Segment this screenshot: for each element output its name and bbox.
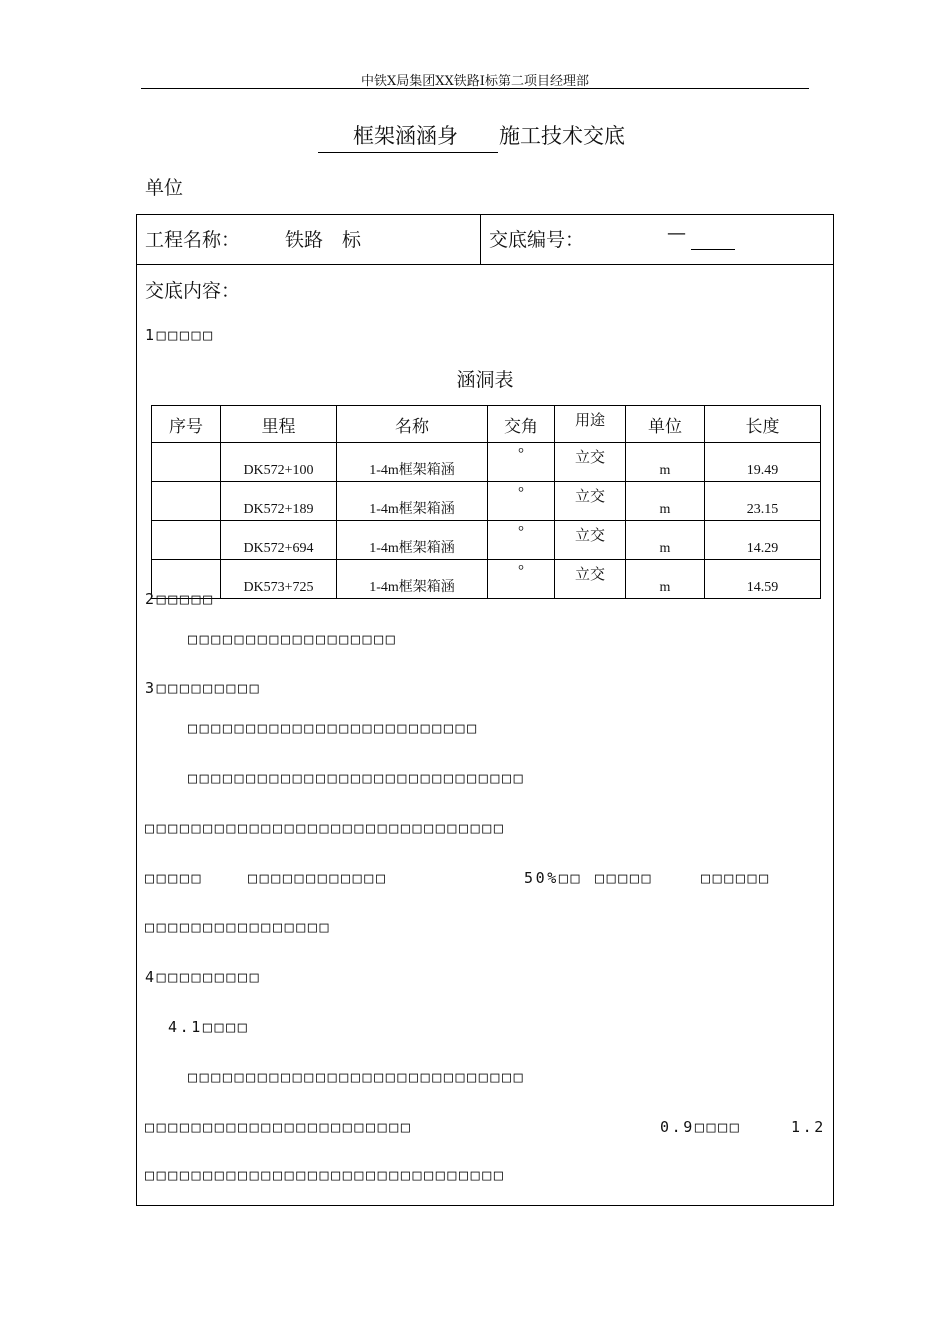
main-frame [136, 214, 834, 1206]
info-col-divider [480, 214, 481, 264]
section-4-para-2a: □□□□□□□□□□□□□□□□□□□□□□□ [145, 1118, 413, 1136]
project-name-label: 工程名称： [145, 229, 241, 251]
section-4-para-3: □□□□□□□□□□□□□□□□□□□□□□□□□□□□□□□ [145, 1166, 506, 1184]
cell-use: 立交 [555, 560, 626, 599]
cell-name: 1-4m框架箱涵 [337, 443, 488, 482]
cell-name: 1-4m框架箱涵 [337, 521, 488, 560]
section-3-para-4e: □□□□□□ [701, 869, 771, 887]
col-header-unit: 单位 [626, 406, 705, 443]
section-4-para-2c: 1.2 [791, 1118, 826, 1136]
table-header-row [152, 406, 821, 443]
unit-label: 单位 [145, 177, 184, 199]
section-3-para-4c: 50%□□ [524, 869, 583, 887]
cell-length: 19.49 [705, 443, 821, 482]
cell-no [152, 521, 221, 560]
section-4-para-1: □□□□□□□□□□□□□□□□□□□□□□□□□□□□□ [188, 1068, 526, 1086]
section-3-para-4b: □□□□□□□□□□□□ [248, 869, 388, 887]
cell-angle: ° [488, 443, 555, 482]
cell-angle: ° [488, 482, 555, 521]
code-underline [691, 249, 735, 250]
cell-mileage: DK572+189 [221, 482, 337, 521]
table-row [152, 560, 821, 599]
cell-length: 14.59 [705, 560, 821, 599]
col-header-name: 名称 [337, 406, 488, 443]
section-3-para-4a: □□□□□ [145, 869, 204, 887]
section-3-para-5: □□□□□□□□□□□□□□□□ [145, 918, 332, 936]
section-3-heading: 3□□□□□□□□□ [145, 679, 262, 697]
cell-length: 14.29 [705, 521, 821, 560]
project-name-value: 铁路 标 [285, 229, 362, 251]
code-label: 交底编号： [489, 229, 585, 251]
col-header-mileage: 里程 [221, 406, 337, 443]
cell-use: 立交 [555, 482, 626, 521]
cell-mileage: DK572+100 [221, 443, 337, 482]
col-header-no: 序号 [152, 406, 221, 443]
culvert-table [151, 405, 821, 599]
content-label: 交底内容： [145, 280, 241, 302]
section-3-para-1: □□□□□□□□□□□□□□□□□□□□□□□□□ [188, 719, 479, 737]
table-row [152, 482, 821, 521]
cell-angle: ° [488, 560, 555, 599]
section-3-para-2: □□□□□□□□□□□□□□□□□□□□□□□□□□□□□ [188, 769, 526, 787]
section-4-1-heading: 4.1□□□□ [168, 1018, 250, 1036]
section-1-heading: 1□□□□□ [145, 326, 215, 344]
section-2-body: □□□□□□□□□□□□□□□□□□ [188, 630, 398, 648]
cell-angle: ° [488, 521, 555, 560]
header-rule [141, 88, 809, 89]
code-value: — [667, 222, 686, 244]
cell-no [152, 443, 221, 482]
cell-unit: m [626, 560, 705, 599]
cell-length: 23.15 [705, 482, 821, 521]
cell-mileage: DK572+694 [221, 521, 337, 560]
cell-mileage: DK573+725 [221, 560, 337, 599]
section-4-heading: 4□□□□□□□□□ [145, 968, 262, 986]
cell-name: 1-4m框架箱涵 [337, 560, 488, 599]
doc-title-part1: 框架涵涵身 [353, 124, 458, 148]
table-title: 涵洞表 [456, 369, 514, 391]
info-row-divider [136, 264, 834, 265]
cell-unit: m [626, 443, 705, 482]
cell-use: 立交 [555, 443, 626, 482]
section-3-para-4d: □□□□□ [595, 869, 654, 887]
cell-unit: m [626, 482, 705, 521]
col-header-use: 用途 [555, 406, 626, 443]
cell-unit: m [626, 521, 705, 560]
table-row [152, 443, 821, 482]
cell-use: 立交 [555, 521, 626, 560]
header-org: 中铁X局集团XX铁路I标第二项目经理部 [361, 74, 589, 89]
section-2-heading: 2□□□□□ [145, 590, 215, 608]
table-row [152, 521, 821, 560]
doc-title-part2: 施工技术交底 [499, 124, 625, 148]
cell-no [152, 482, 221, 521]
title-underline [318, 152, 498, 153]
cell-name: 1-4m框架箱涵 [337, 482, 488, 521]
section-3-para-3: □□□□□□□□□□□□□□□□□□□□□□□□□□□□□□□ [145, 819, 506, 837]
col-header-angle: 交角 [488, 406, 555, 443]
col-header-length: 长度 [705, 406, 821, 443]
section-4-para-2b: 0.9□□□□ [660, 1118, 742, 1136]
